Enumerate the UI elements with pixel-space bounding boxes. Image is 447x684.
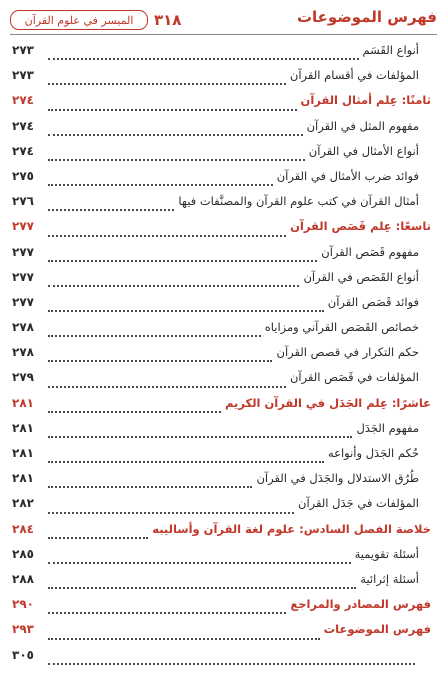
- page-number: ٣١٨: [154, 11, 182, 29]
- book-title-cartouche: الميسر في علوم القرآن: [10, 10, 148, 30]
- toc-page-number: ٢٨٥: [12, 546, 34, 561]
- toc-entry-text: أسئلة تقويمية: [354, 546, 419, 561]
- dot-leader: [48, 587, 356, 589]
- dot-leader: [48, 285, 299, 287]
- toc-page-number: ٢٨٢: [12, 496, 34, 511]
- toc-page-number: ٢٧٣: [12, 68, 34, 83]
- toc-page-number: ٢٧٤: [12, 118, 34, 133]
- toc-row: [12, 191, 431, 216]
- toc-entry-text: تاسعًا: عِلم قَصَص القرآن: [290, 219, 431, 234]
- toc-entry-text: المؤلفات في جَدَل القرآن: [298, 496, 419, 511]
- toc-entry-text: حكم التكرار في قصص القرآن: [276, 345, 419, 360]
- dot-leader: [48, 109, 297, 111]
- dot-leader: [48, 83, 286, 85]
- dot-leader: [48, 209, 174, 211]
- dot-leader: [48, 537, 148, 539]
- header-rule: [10, 34, 437, 35]
- toc-row: [12, 267, 431, 292]
- toc-row: [12, 418, 431, 443]
- toc-row: [12, 544, 431, 569]
- header-left: [10, 10, 181, 30]
- dot-leader: [48, 411, 221, 413]
- toc-page-number: ٢٨١: [12, 446, 34, 460]
- toc-entry-text: المؤلفات في أقسام القرآن: [289, 68, 419, 83]
- dot-leader: [48, 360, 272, 362]
- toc-page-number: ٢٨١: [12, 471, 34, 486]
- toc-row: [12, 166, 431, 191]
- toc-row: [12, 65, 431, 90]
- dot-leader: [48, 386, 286, 388]
- toc-row: [12, 493, 431, 518]
- toc-section-row: [12, 594, 431, 619]
- toc-row: [12, 342, 431, 367]
- dot-leader: [48, 235, 286, 237]
- toc-page-number: ٢٧٨: [12, 345, 34, 360]
- toc-page-number: ٢٧٣: [12, 43, 34, 57]
- toc-entry-text: ثامنًا: عِلم أمثال القرآن: [300, 93, 431, 108]
- dot-leader: [48, 260, 317, 262]
- toc-entry-text: مفهوم الجَدَل: [356, 420, 419, 435]
- toc-page-number: ٢٧٩: [12, 370, 34, 385]
- toc-entry-text: أسئلة إثرائية: [360, 571, 419, 586]
- toc-row: [12, 569, 431, 594]
- toc-row: [12, 40, 431, 65]
- toc-entry-text: أمثال القرآن في كتب علوم القرآن والمصنَّفات فيها: [178, 194, 419, 209]
- toc-page-number: ٢٨٨: [12, 571, 34, 586]
- dot-leader: [48, 562, 351, 564]
- dot-leader: [48, 638, 320, 640]
- section-title: فهرس الموضوعات: [296, 8, 437, 26]
- toc-entry-text: خصائص القَصَص القرآني ومزاياه: [264, 320, 419, 335]
- table-of-contents: [12, 40, 431, 670]
- dot-leader: [48, 335, 261, 337]
- toc-entry-text: فوائد ضرب الأمثال في القرآن: [276, 168, 419, 183]
- toc-row: [12, 242, 431, 267]
- toc-row: [12, 443, 431, 468]
- dot-leader: [48, 58, 359, 60]
- toc-entry-text: فهرس الموضوعات: [323, 622, 431, 637]
- page-header: [10, 4, 437, 36]
- toc-entry-text: عاشرًا: عِلم الجَدَل في القرآن الكريم: [225, 395, 431, 410]
- toc-page-number: ٢٨١: [12, 420, 34, 435]
- toc-row: [12, 141, 431, 166]
- toc-page-number: ٢٨١: [12, 395, 34, 410]
- toc-entry-text: أنواع القَصَص في القرآن: [303, 269, 419, 284]
- toc-entry-text: أنواع القَسَم: [362, 43, 419, 57]
- dot-leader: [48, 134, 303, 136]
- toc-entry-text: خلاصة الفصل السادس: علوم لغة القرآن وأساليبه: [152, 521, 431, 536]
- toc-row: [12, 367, 431, 392]
- toc-page-number: ٢٩٣: [12, 622, 34, 637]
- toc-page-number: ٢٩٠: [12, 597, 34, 612]
- toc-page-number: ٢٧٧: [12, 244, 34, 259]
- toc-page-number: ٢٧٤: [12, 143, 34, 158]
- toc-page-number: ٢٧٧: [12, 269, 34, 284]
- toc-entry-text: فهرس المصادر والمراجع: [290, 597, 431, 612]
- toc-entry-text: المؤلفات في قَصَص القرآن: [289, 370, 419, 385]
- dot-leader: [48, 184, 273, 186]
- toc-row: [12, 317, 431, 342]
- dot-leader: [48, 436, 352, 438]
- toc-row: [12, 116, 431, 141]
- dot-leader: [48, 663, 415, 665]
- toc-entry-text: مفهوم المثل في القرآن: [306, 118, 419, 133]
- toc-page-number: ٢٨٤: [12, 521, 34, 536]
- toc-section-row: [12, 216, 431, 241]
- dot-leader: [48, 612, 286, 614]
- toc-page-number: ٢٧٧: [12, 294, 34, 309]
- dot-leader: [48, 159, 305, 161]
- dot-leader: [48, 486, 252, 488]
- toc-entry-text: أنواع الأمثال في القرآن: [308, 143, 419, 158]
- toc-entry-text: حُكم الجَدَل وأنواعه: [327, 446, 419, 460]
- toc-row: [12, 468, 431, 493]
- toc-entry-text: فوائد قَصَص القرآن: [327, 294, 419, 309]
- toc-page-number: ٢٧٨: [12, 320, 34, 335]
- dot-leader: [48, 461, 324, 463]
- toc-entry-text: مفهوم قَصَص القرآن: [321, 244, 419, 259]
- toc-row: [12, 292, 431, 317]
- dot-leader: [48, 310, 324, 312]
- toc-section-row: [12, 90, 431, 115]
- toc-page-number: ٢٧٥: [12, 168, 34, 183]
- toc-section-row: [12, 619, 431, 644]
- toc-section-row: [12, 393, 431, 418]
- toc-page-number: ٢٧٧: [12, 219, 34, 234]
- toc-entry-text: طُرُق الاستدلال والجَدَل في القرآن: [256, 471, 419, 486]
- toc-page-number: ٢٧٤: [12, 93, 34, 108]
- toc-section-row: [12, 519, 431, 544]
- toc-page-number: ٣٠٥: [12, 647, 34, 662]
- toc-page-number: ٢٧٦: [12, 194, 34, 209]
- toc-row: [12, 645, 431, 670]
- dot-leader: [48, 512, 294, 514]
